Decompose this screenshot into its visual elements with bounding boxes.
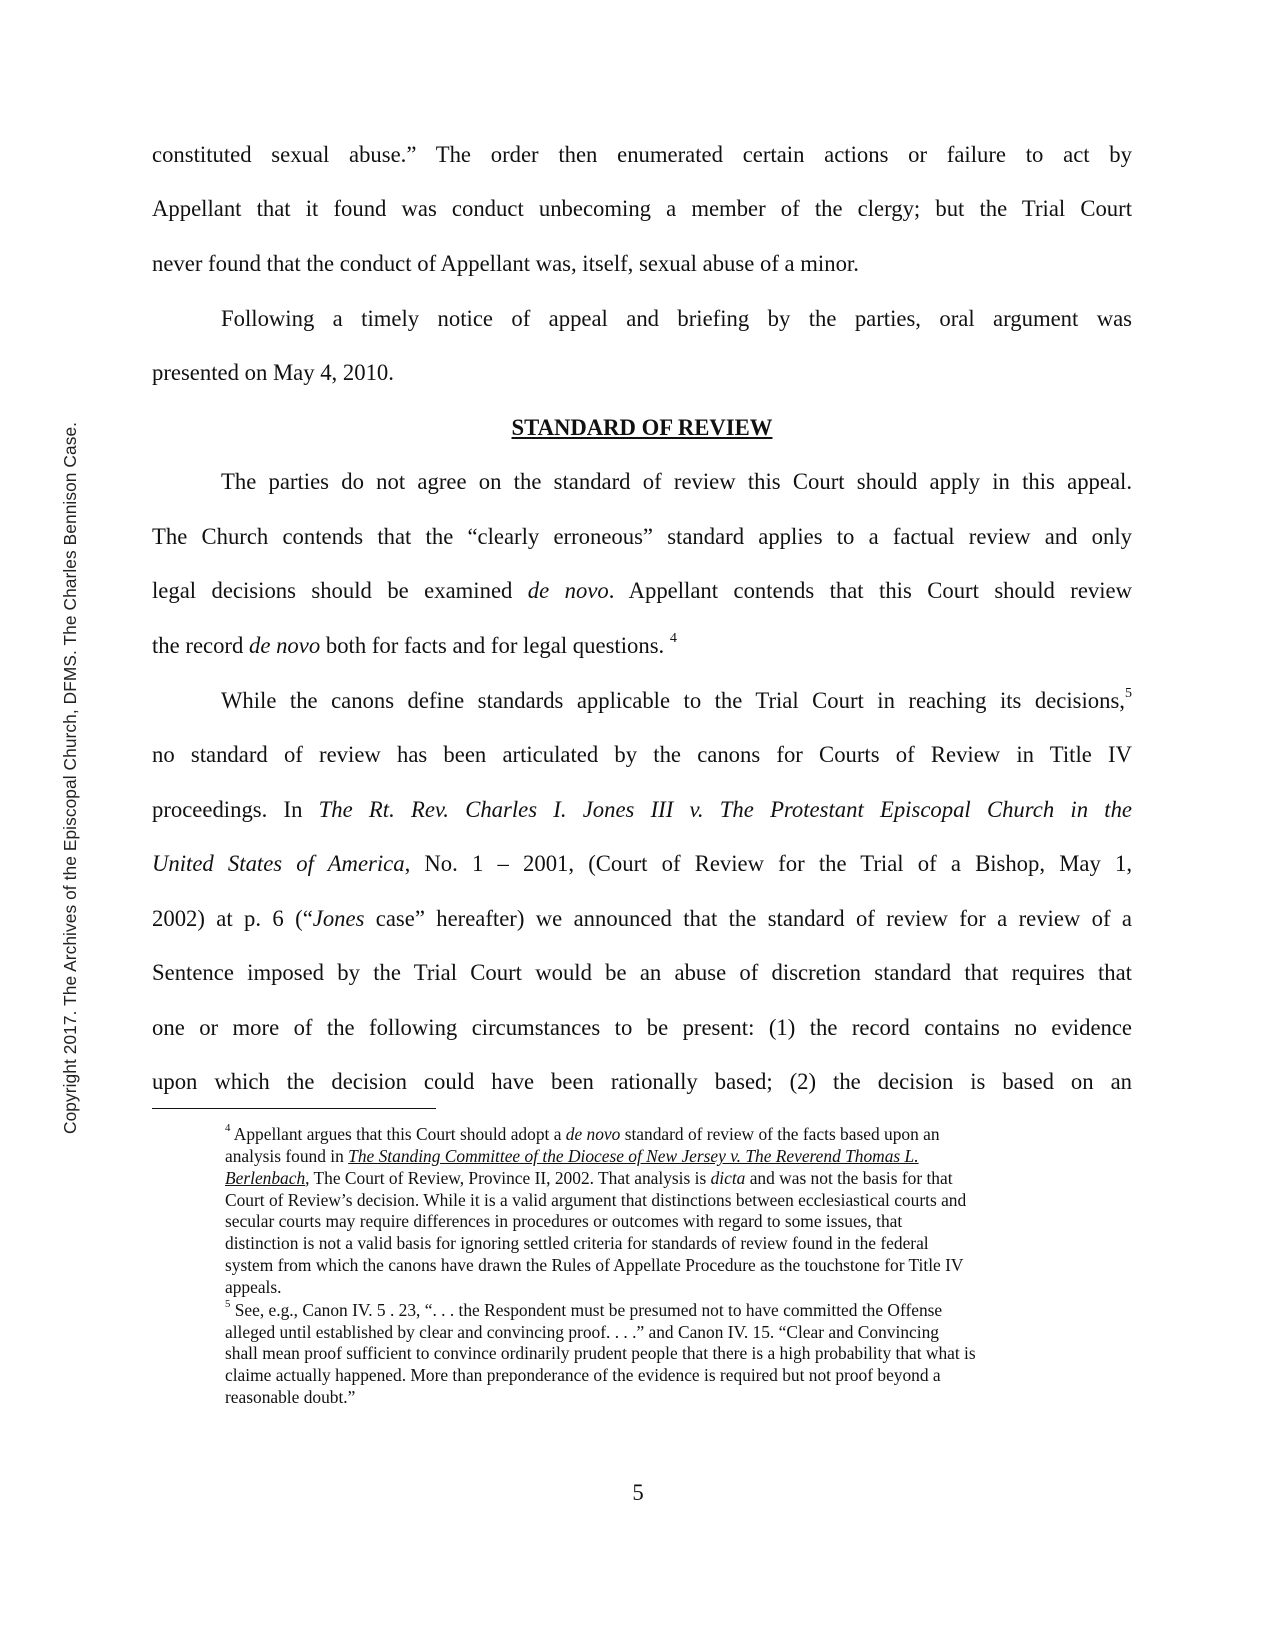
heading-text: STANDARD OF REVIEW bbox=[511, 415, 773, 440]
fn4-line-8: appeals. bbox=[225, 1277, 282, 1297]
copyright-text: Copyright 2017. The Archives of the Episcopal Church, DFMS. The Charles Bennison Case. bbox=[60, 421, 80, 1134]
p1-line-1: constituted sexual abuse.” The order then enumerated certain actions or failure to act by bbox=[152, 142, 1132, 167]
p3-line-3-a: legal decisions should be examined bbox=[152, 578, 528, 603]
fn5-number: 5 bbox=[225, 1298, 231, 1311]
fn4-line-3-b: , The Court of Review, Province II, 2002. That analysis is bbox=[305, 1168, 711, 1188]
fn4-line-1 bbox=[225, 1124, 1085, 1145]
p4-line-1-text: While the canons define standards applicable to the Trial Court in reaching its decisions, bbox=[221, 688, 1125, 713]
p4-line-8: upon which the decision could have been rationally based; (2) the decision is based on an bbox=[152, 1069, 1132, 1094]
fn4-line-2 bbox=[225, 1146, 1085, 1167]
fn5-line-1-text: See, e.g., Canon IV. 5 . 23, “. . . the Respondent must be presumed not to have committed the Offense bbox=[230, 1300, 943, 1320]
p3-line-3-italic: de novo bbox=[527, 578, 609, 603]
p3-line-3 bbox=[152, 576, 1132, 606]
p4-line-2: no standard of review has been articulated by the canons for Courts of Review in Title IV bbox=[152, 742, 1132, 767]
fn5-line-2: alleged until established by clear and convincing proof. . . .” and Canon IV. 15. “Clear and Convincing bbox=[225, 1322, 939, 1342]
p4-line-6: Sentence imposed by the Trial Court would be an abuse of discretion standard that requires that bbox=[152, 960, 1132, 985]
p4-line-5-c: case” hereafter) we announced that the standard of review for a review of a bbox=[364, 906, 1132, 931]
p3-line-4-italic: de novo bbox=[249, 633, 321, 658]
p4-line-7: one or more of the following circumstances to be present: (1) the record contains no evidence bbox=[152, 1015, 1132, 1040]
p2-line-1: Following a timely notice of appeal and briefing by the parties, oral argument was bbox=[221, 306, 1132, 331]
fn4-case-citation-end: Berlenbach bbox=[225, 1168, 306, 1188]
section-heading bbox=[152, 413, 1132, 443]
p4-line-1 bbox=[152, 686, 1132, 716]
fn5-line-5: reasonable doubt.” bbox=[225, 1387, 356, 1407]
fn4-number: 4 bbox=[225, 1122, 231, 1135]
p4-line-5-a: 2002) at p. 6 (“ bbox=[152, 906, 313, 931]
fn4-line-2-a: analysis found in bbox=[225, 1146, 349, 1166]
fn4-line-1-italic: de novo bbox=[565, 1124, 621, 1144]
p1-line-2: Appellant that it found was conduct unbecoming a member of the clergy; but the Trial Court bbox=[152, 196, 1132, 221]
p4-line-4 bbox=[152, 849, 1132, 879]
fn5-line-4: claime actually happened. More than preponderance of the evidence is required but not proof beyond a bbox=[225, 1365, 941, 1385]
fn4-line-6: distinction is not a valid basis for ignoring settled criteria for standards of review found in the federal bbox=[225, 1233, 929, 1253]
fn4-case-citation: The Standing Committee of the Diocese of New Jersey v. The Reverend Thomas L. bbox=[348, 1146, 919, 1166]
page-number: 5 bbox=[632, 1480, 644, 1505]
fn4-line-5: secular courts may require differences in procedures or outcomes with regard to some issues, that bbox=[225, 1211, 903, 1231]
fn5-line-1 bbox=[225, 1300, 1085, 1321]
fn4-line-3-italic: dicta bbox=[710, 1168, 746, 1188]
p4-line-5 bbox=[152, 904, 1132, 934]
p1-line-3: never found that the conduct of Appellant was, itself, sexual abuse of a minor. bbox=[152, 251, 859, 276]
p4-line-3 bbox=[152, 795, 1132, 825]
p4-line-3-italic: The Rt. Rev. Charles I. Jones III v. The Protestant Episcopal Church in the bbox=[318, 797, 1132, 822]
footnote-ref-5[interactable]: 5 bbox=[1124, 684, 1132, 701]
footnote-separator bbox=[152, 1108, 436, 1109]
fn4-line-7: system from which the canons have drawn the Rules of Appellate Procedure as the touchstone for Title IV bbox=[225, 1255, 964, 1275]
p4-line-3-a: proceedings. In bbox=[152, 797, 319, 822]
p4-line-4-italic: United States of America bbox=[152, 851, 405, 876]
p3-line-4 bbox=[152, 631, 1132, 661]
p2-line-2: presented on May 4, 2010. bbox=[152, 360, 394, 385]
fn4-line-3 bbox=[225, 1168, 1085, 1189]
p3-line-2: The Church contends that the “clearly erroneous” standard applies to a factual review and only bbox=[152, 524, 1132, 549]
footnote-ref-4[interactable]: 4 bbox=[669, 629, 677, 646]
p4-line-5-italic: Jones bbox=[312, 906, 365, 931]
p3-line-4-c: both for facts and for legal questions. bbox=[320, 633, 665, 658]
p3-line-4-a: the record bbox=[152, 633, 249, 658]
fn4-line-1-c: standard of review of the facts based upon an bbox=[620, 1124, 940, 1144]
fn4-line-3-d: and was not the basis for that bbox=[745, 1168, 953, 1188]
fn4-line-4: Court of Review’s decision. While it is a valid argument that distinctions between ecclesiastical courts and bbox=[225, 1190, 967, 1210]
fn4-line-1-a: Appellant argues that this Court should adopt a bbox=[230, 1124, 566, 1144]
fn5-line-3: shall mean proof sufficient to convince ordinarily prudent people that there is a high probability that what is bbox=[225, 1343, 976, 1363]
p3-line-3-c: . Appellant contends that this Court should review bbox=[608, 578, 1133, 603]
p4-line-4-b: , No. 1 – 2001, (Court of Review for the Trial of a Bishop, May 1, bbox=[404, 851, 1132, 876]
p3-line-1: The parties do not agree on the standard of review this Court should apply in this appeal. bbox=[221, 469, 1132, 494]
